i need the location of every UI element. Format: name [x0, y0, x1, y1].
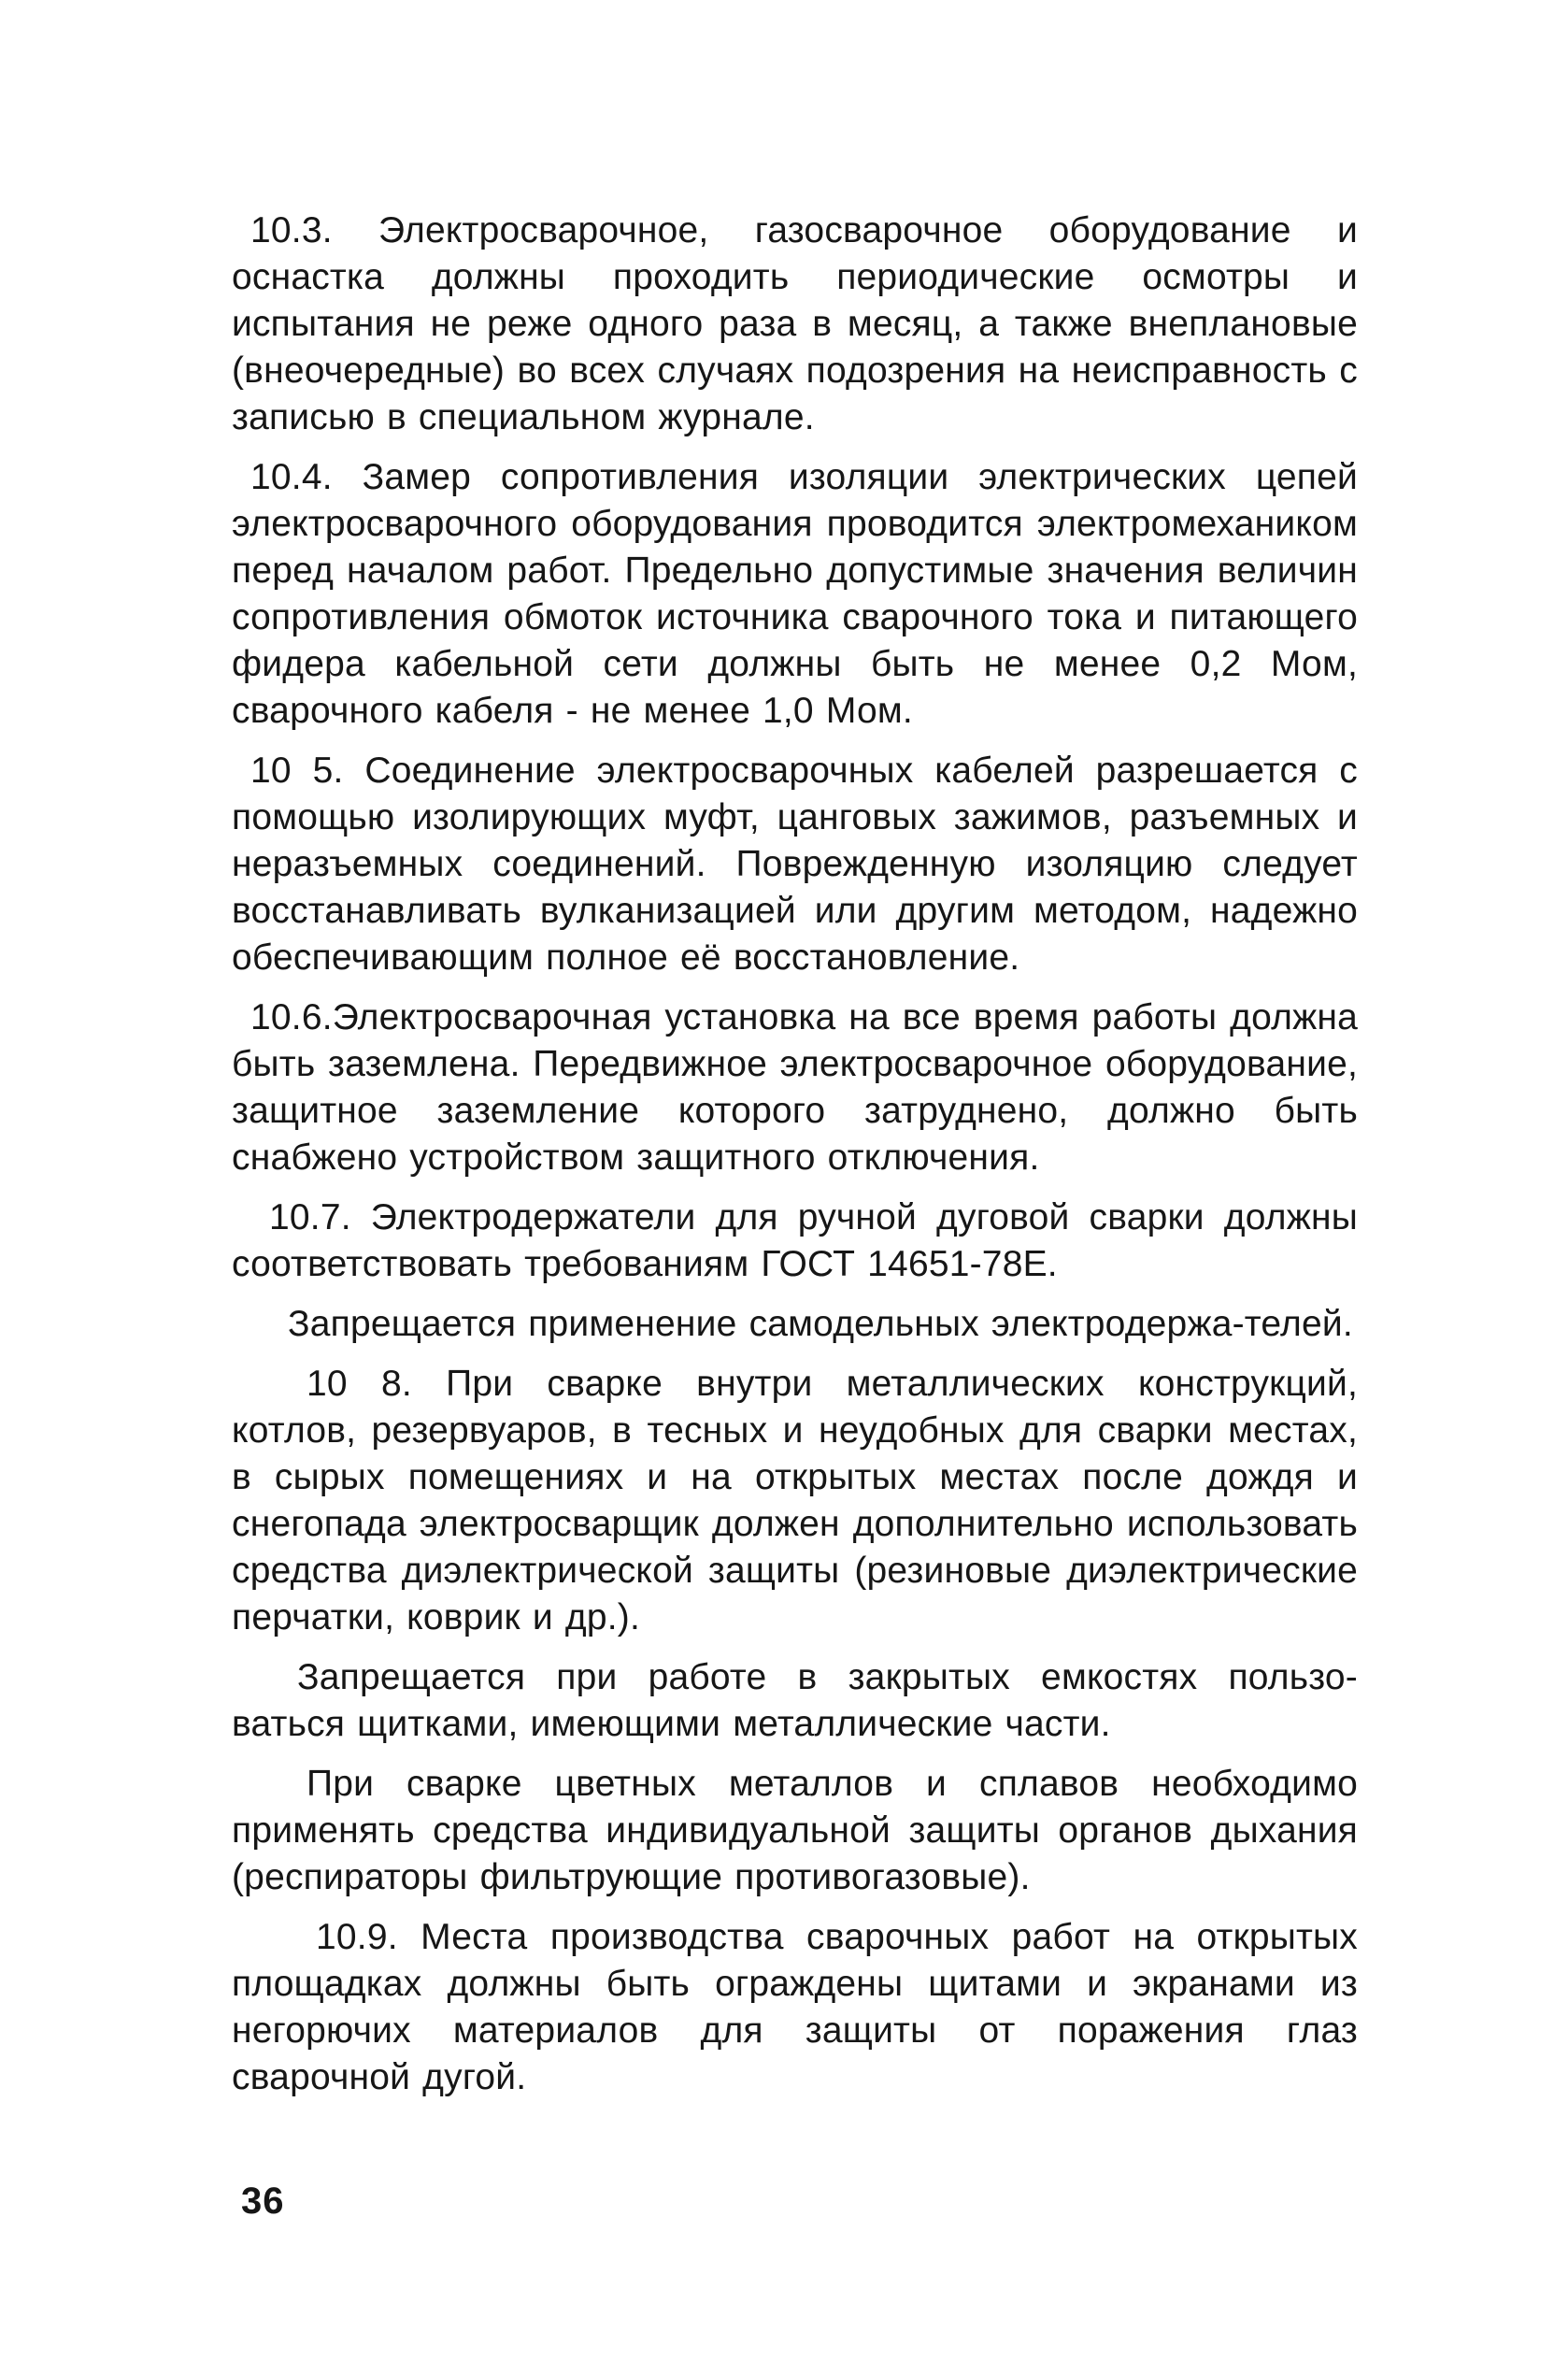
paragraph-10-5: 10 5. Соединение электросварочных кабелей разрешается с помощью изолирующих муфт, цанговых зажимов, разъемных и неразъемных соединений. Поврежденную изоляцию следует восстанавливать вулканизацией или другим методом, надежно обеспечивающим полное её восстановление.: [232, 751, 1358, 978]
paragraph-10-8-prohibition: Запрещается при работе в закрытых емкостях пользо-ваться щитками, имеющими металлические части.: [232, 1657, 1358, 1744]
paragraph-10-8-respirators: При сварке цветных металлов и сплавов необходимо применять средства индивидуальной защиты органов дыхания (респираторы фильтрующие противогазовые).: [232, 1764, 1358, 1897]
page-number: 36: [241, 2181, 285, 2222]
paragraph-10-7: 10.7. Электродержатели для ручной дуговой сварки должны соответствовать требованиям ГОСТ 14651-78Е.: [232, 1197, 1358, 1284]
paragraph-10-4: 10.4. Замер сопротивления изоляции электрических цепей электросварочного оборудования проводится электромехаником перед началом работ. Предельно допустимые значения величин сопротивления обмоток источника сварочного тока и питающего фидера кабельной сети должны быть не менее 0,2 Мом, сварочного кабеля - не менее 1,0 Мом.: [232, 457, 1358, 731]
paragraph-10-8: 10 8. При сварке внутри металлических конструкций, котлов, резервуаров, в тесных и неудобных для сварки местах, в сырых помещениях и на открытых местах после дождя и снегопада электросварщик должен дополнительно использовать средства диэлектрической защиты (резиновые диэлектрические перчатки, коврик и др.).: [232, 1364, 1358, 1637]
paragraph-10-9: 10.9. Места производства сварочных работ на открытых площадках должны быть ограждены щитами и экранами из негорючих материалов для защиты от поражения глаз сварочной дугой.: [232, 1917, 1358, 2097]
body-text: [232, 207, 1358, 2101]
paragraph-10-6: 10.6.Электросварочная установка на все время работы должна быть заземлена. Передвижное электросварочное оборудование, защитное заземление которого затруднено, должно быть снабжено устройством защитного отключения.: [232, 997, 1358, 1178]
paragraph-10-7-prohibition: Запрещается применение самодельных электродержа-телей.: [288, 1304, 1353, 1344]
paragraph-10-3: 10.3. Электросварочное, газосварочное оборудование и оснастка должны проходить периодические осмотры и испытания не реже одного раза в месяц, а также внеплановые (внеочередные) во всех случаях подозрения на неисправность с записью в специальном журнале.: [232, 210, 1358, 437]
